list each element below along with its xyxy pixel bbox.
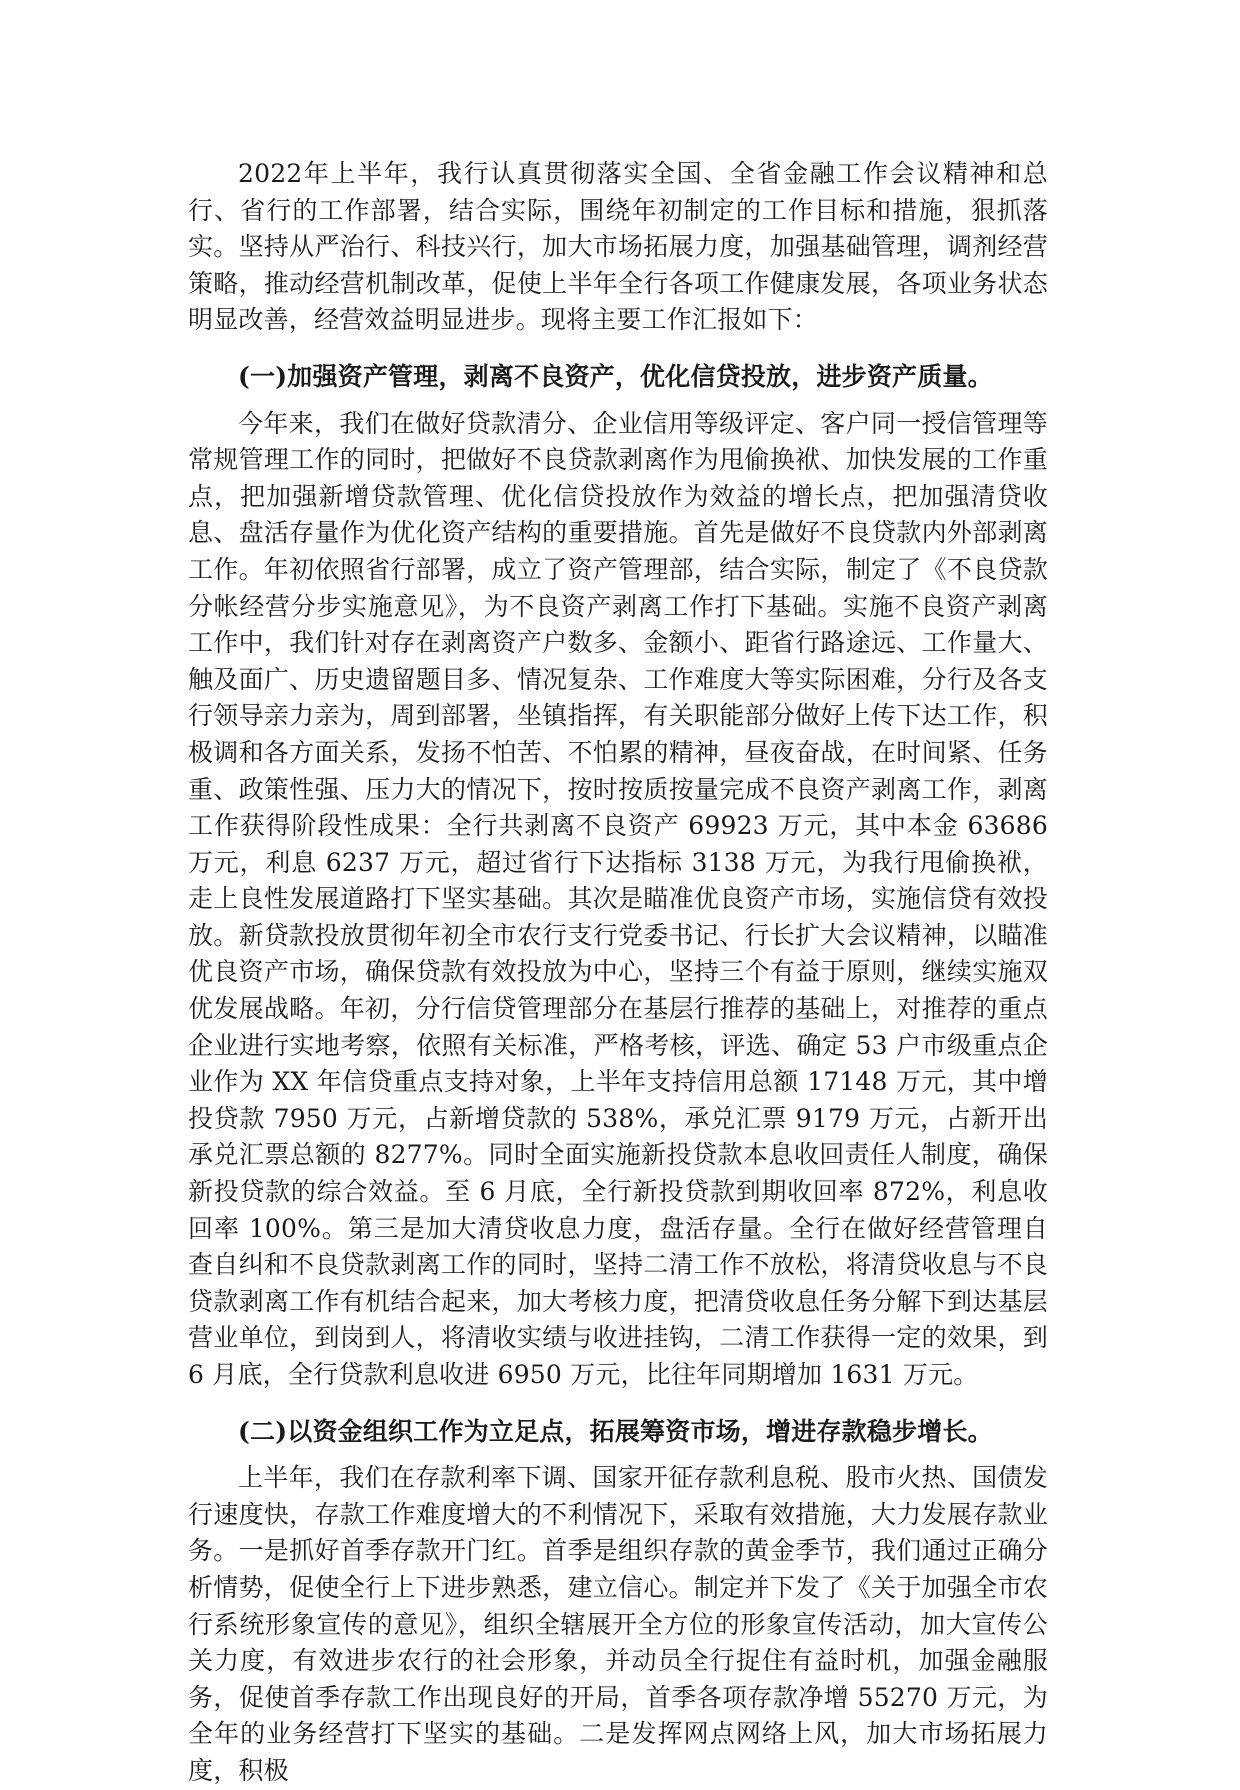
section-2-body: 上半年，我们在存款利率下调、国家开征存款利息税、股市火热、国债发行速度快，存款工作难度增大的不利情况下，采取有效措施，大力发展存款业务。一是抓好首季存款开门红。首季是组织存款的黄金季节，我们通过正确分析情势，促使全行上下进步熟悉，建立信心。制定并下发了《关于加强全市农行系统形象宣传的意见》，组织全辖展开全方位的形象宣传活动，加大宣传公关力度，有效进步农行的社会形象，并动员全行捉住有益时机，加强金融服务，促使首季存款工作出现良好的开局，首季各项存款净增 55270 万元，为全年的业务经营打下坚实的基础。二是发挥网点网络上风，加大市场拓展力度，积极 <box>188 1463 1048 1785</box>
section-1-heading: (一)加强资产管理，剥离不良资产，优化信贷投放，进步资产质量。 <box>238 361 993 391</box>
intro-paragraph: 2022年上半年，我行认真贯彻落实全国、全省金融工作会议精神和总行、省行的工作部署，结合实际，围绕年初制定的工作目标和措施，狠抓落实。坚持从严治行、科技兴行，加大市场拓展力度，加强基础管理，调剂经营策略，推动经营机制改革，促使上半年全行各项工作健康发展，各项业务状态明显改善，经营效益明显进步。现将主要工作汇报如下： <box>188 159 1048 335</box>
spacer <box>188 339 1048 349</box>
section-2-heading: (二)以资金组织工作为立足点，拓展筹资市场，增进存款稳步增长。 <box>238 1416 993 1446</box>
spacer <box>188 1394 1048 1404</box>
document-page <box>188 156 1048 1790</box>
section-1-body: 今年来，我们在做好贷款清分、企业信用等级评定、客户同一授信管理等常规管理工作的同时，把做好不良贷款剥离作为甩偷换袱、加快发展的工作重点，把加强新增贷款管理、优化信贷投放作为效益的增长点，把加强清贷收息、盘活存量作为优化资产结构的重要措施。首先是做好不良贷款内外部剥离工作。年初依照省行部署，成立了资产管理部，结合实际，制定了《不良贷款分帐经营分步实施意见》，为不良资产剥离工作打下基础。实施不良资产剥离工作中，我们针对存在剥离资产户数多、金额小、距省行路途远、工作量大、触及面广、历史遗留题目多、情况复杂、工作难度大等实际困难，分行及各支行领导亲力亲为，周到部署，坐镇指挥，有关职能部分做好上传下达工作，积极调和各方面关系，发扬不怕苦、不怕累的精神，昼夜奋战，在时间紧、任务重、政策性强、压力大的情况下，按时按质按量完成不良资产剥离工作，剥离工作获得阶段性成果：全行共剥离不良资产 69923 万元，其中本金 63686 万元，利息 6237 万元，超过省行下达指标 3138 万元，为我行甩偷换袱，走上良性发展道路打下坚实基础。其次是瞄准优良资产市场，实施信贷有效投放。新贷款投放贯彻年初全市农行支行党委书记、行长扩大会议精神，以瞄准优良资产市场，确保贷款有效投放为中心，坚持三个有益于原则，继续实施双优发展战略。年初，分行信贷管理部分在基层行推荐的基础上，对推荐的重点企业进行实地考察，依照有关标准，严格考核，评选、确定 53 户市级重点企业作为 XX 年信贷重点支持对象，上半年支持信用总额 17148 万元，其中增投贷款 7950 万元，占新增贷款的 538%，承兑汇票 9179 万元，占新开出承兑汇票总额的 8277%。同时全面实施新投贷款本息收回责任人制度，确保新投贷款的综合效益。至 6 月底，全行新投贷款到期收回率 872%，利息收回率 100%。第三是加大清贷收息力度，盘活存量。全行在做好经营管理自查自纠和不良贷款剥离工作的同时，坚持二清工作不放松，将清贷收息与不良贷款剥离工作有机结合起来，加大考核力度，把清贷收息任务分解下到达基层营业单位，到岗到人，将清收实绩与收进挂钩，二清工作获得一定的效果，到 6 月底，全行贷款利息收进 6950 万元，比往年同期增加 1631 万元。 <box>188 408 1048 1389</box>
